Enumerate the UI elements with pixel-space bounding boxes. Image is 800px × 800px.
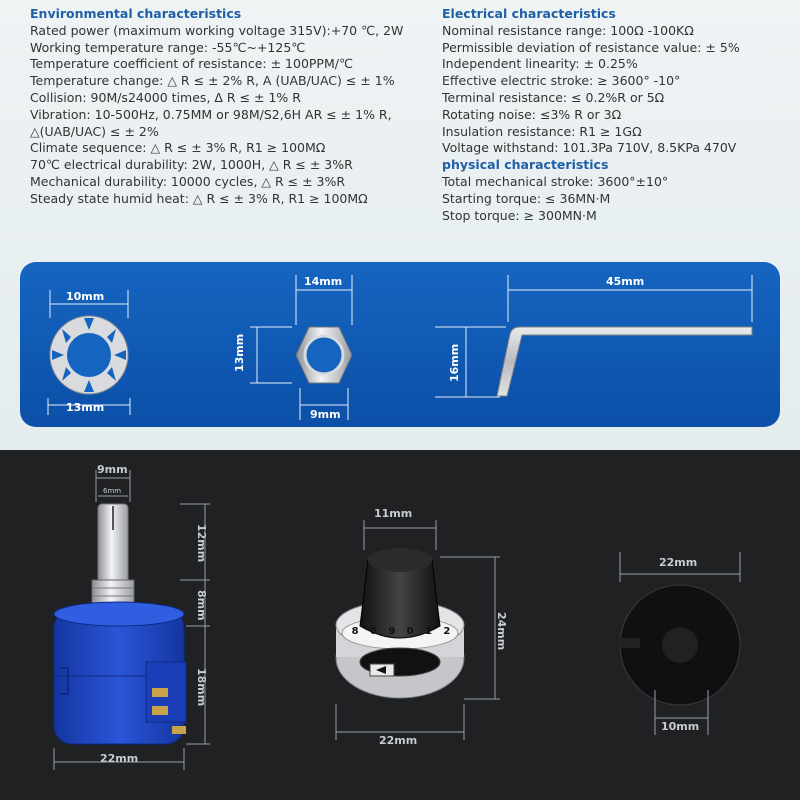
electrical-heading: Electrical characteristics	[442, 6, 616, 21]
environmental-heading: Environmental characteristics	[30, 6, 242, 21]
spec-line: Permissible deviation of resistance value: ± 5%	[442, 39, 740, 55]
spec-line: Nominal resistance range: 100Ω -100KΩ	[442, 22, 694, 38]
knob-width-dimension: 22mm	[379, 734, 418, 747]
wrench-length-dimension: 45mm	[606, 275, 645, 288]
pot-body-height-dimension: 18mm	[195, 668, 208, 707]
dial-knob-icon	[336, 548, 464, 698]
wrench-height-dimension: 16mm	[448, 343, 461, 382]
spec-line: Terminal resistance: ≤ 0.2%R or 5Ω	[442, 89, 665, 105]
dial-digit: 2	[443, 626, 451, 637]
spec-line: Climate sequence: △ R ≤ ± 3% R, R1 ≥ 100MΩ	[30, 140, 326, 156]
pot-shaft-length-dimension: 12mm	[195, 524, 208, 563]
spec-line: Working temperature range: -55℃~+125℃	[30, 39, 306, 55]
spec-line: Collision: 90M/s24000 times, Δ R ≤ ± 1% R	[30, 89, 301, 105]
lock-washer-icon	[50, 316, 128, 394]
dial-digit: 0	[406, 626, 414, 637]
pot-width-dimension: 9mm	[97, 463, 128, 476]
dial-scale	[346, 626, 456, 637]
spec-line: Independent linearity: ± 0.25%	[442, 56, 638, 72]
spec-line: 70℃ electrical durability: 2W, 1000H, △ R ≤ ± 3%R	[30, 157, 353, 173]
dial-digit: 9	[388, 626, 396, 637]
pot-bushing-length-dimension: 8mm	[195, 590, 208, 621]
nut-hole-dimension: 9mm	[310, 408, 341, 421]
spec-line: Starting torque: ≤ 36MN·M	[442, 190, 611, 206]
nut-width-dimension: 14mm	[304, 275, 343, 288]
nut-height-dimension: 13mm	[233, 333, 246, 372]
spec-line: Effective electric stroke: ≥ 3600° -10°	[442, 73, 681, 89]
spec-line: Stop torque: ≥ 300MN·M	[442, 207, 597, 223]
allen-wrench-icon	[497, 327, 752, 396]
spec-line: Temperature coefficient of resistance: ± 100PPM/℃	[30, 56, 354, 72]
spec-line: Vibration: 10-500Hz, 0.75MM or 98M/S2,6H AR ≤ ± 1% R, △(UAB/UAC) ≤ ± 2%	[30, 106, 392, 139]
dial-digit: 1	[424, 626, 432, 637]
washer-inner-dimension: 10mm	[66, 290, 105, 303]
dial-digit: 0	[370, 626, 377, 637]
physical-heading: physical characteristics	[442, 157, 609, 173]
knob-height-dimension: 24mm	[495, 612, 508, 651]
spec-line: Steady state humid heat: △ R ≤ ± 3% R, R1 ≥ 100MΩ	[30, 190, 368, 206]
disc-inner-dimension: 10mm	[661, 720, 700, 733]
dial-digit: 8	[351, 626, 359, 637]
spec-line: Temperature change: △ R ≤ ± 2% R, A (UAB/UAC) ≤ ± 1%	[30, 73, 395, 89]
washer-outer-dimension: 13mm	[66, 401, 105, 414]
spec-line: Total mechanical stroke: 3600°±10°	[442, 173, 669, 189]
insulating-disc-icon	[620, 585, 740, 705]
spec-line: Mechanical durability: 10000 cycles, △ R ≤ ± 3%R	[30, 173, 346, 189]
knob-top-dimension: 11mm	[374, 507, 413, 520]
spec-line: Insulation resistance: R1 ≥ 1GΩ	[442, 123, 642, 139]
potentiometer-icon	[54, 504, 186, 744]
spec-line: Rotating noise: ≤3% R or 3Ω	[442, 106, 622, 122]
hex-nut-icon	[296, 327, 352, 383]
spec-line: Voltage withstand: 101.3Pa 710V, 8.5KPa 470V	[442, 140, 737, 156]
disc-outer-dimension: 22mm	[659, 556, 698, 569]
pot-body-width-dimension: 22mm	[100, 752, 139, 765]
spec-line: Rated power (maximum working voltage 315V):+70 ℃, 2W	[30, 22, 404, 38]
pot-shaft-dimension: 6mm	[103, 487, 122, 495]
